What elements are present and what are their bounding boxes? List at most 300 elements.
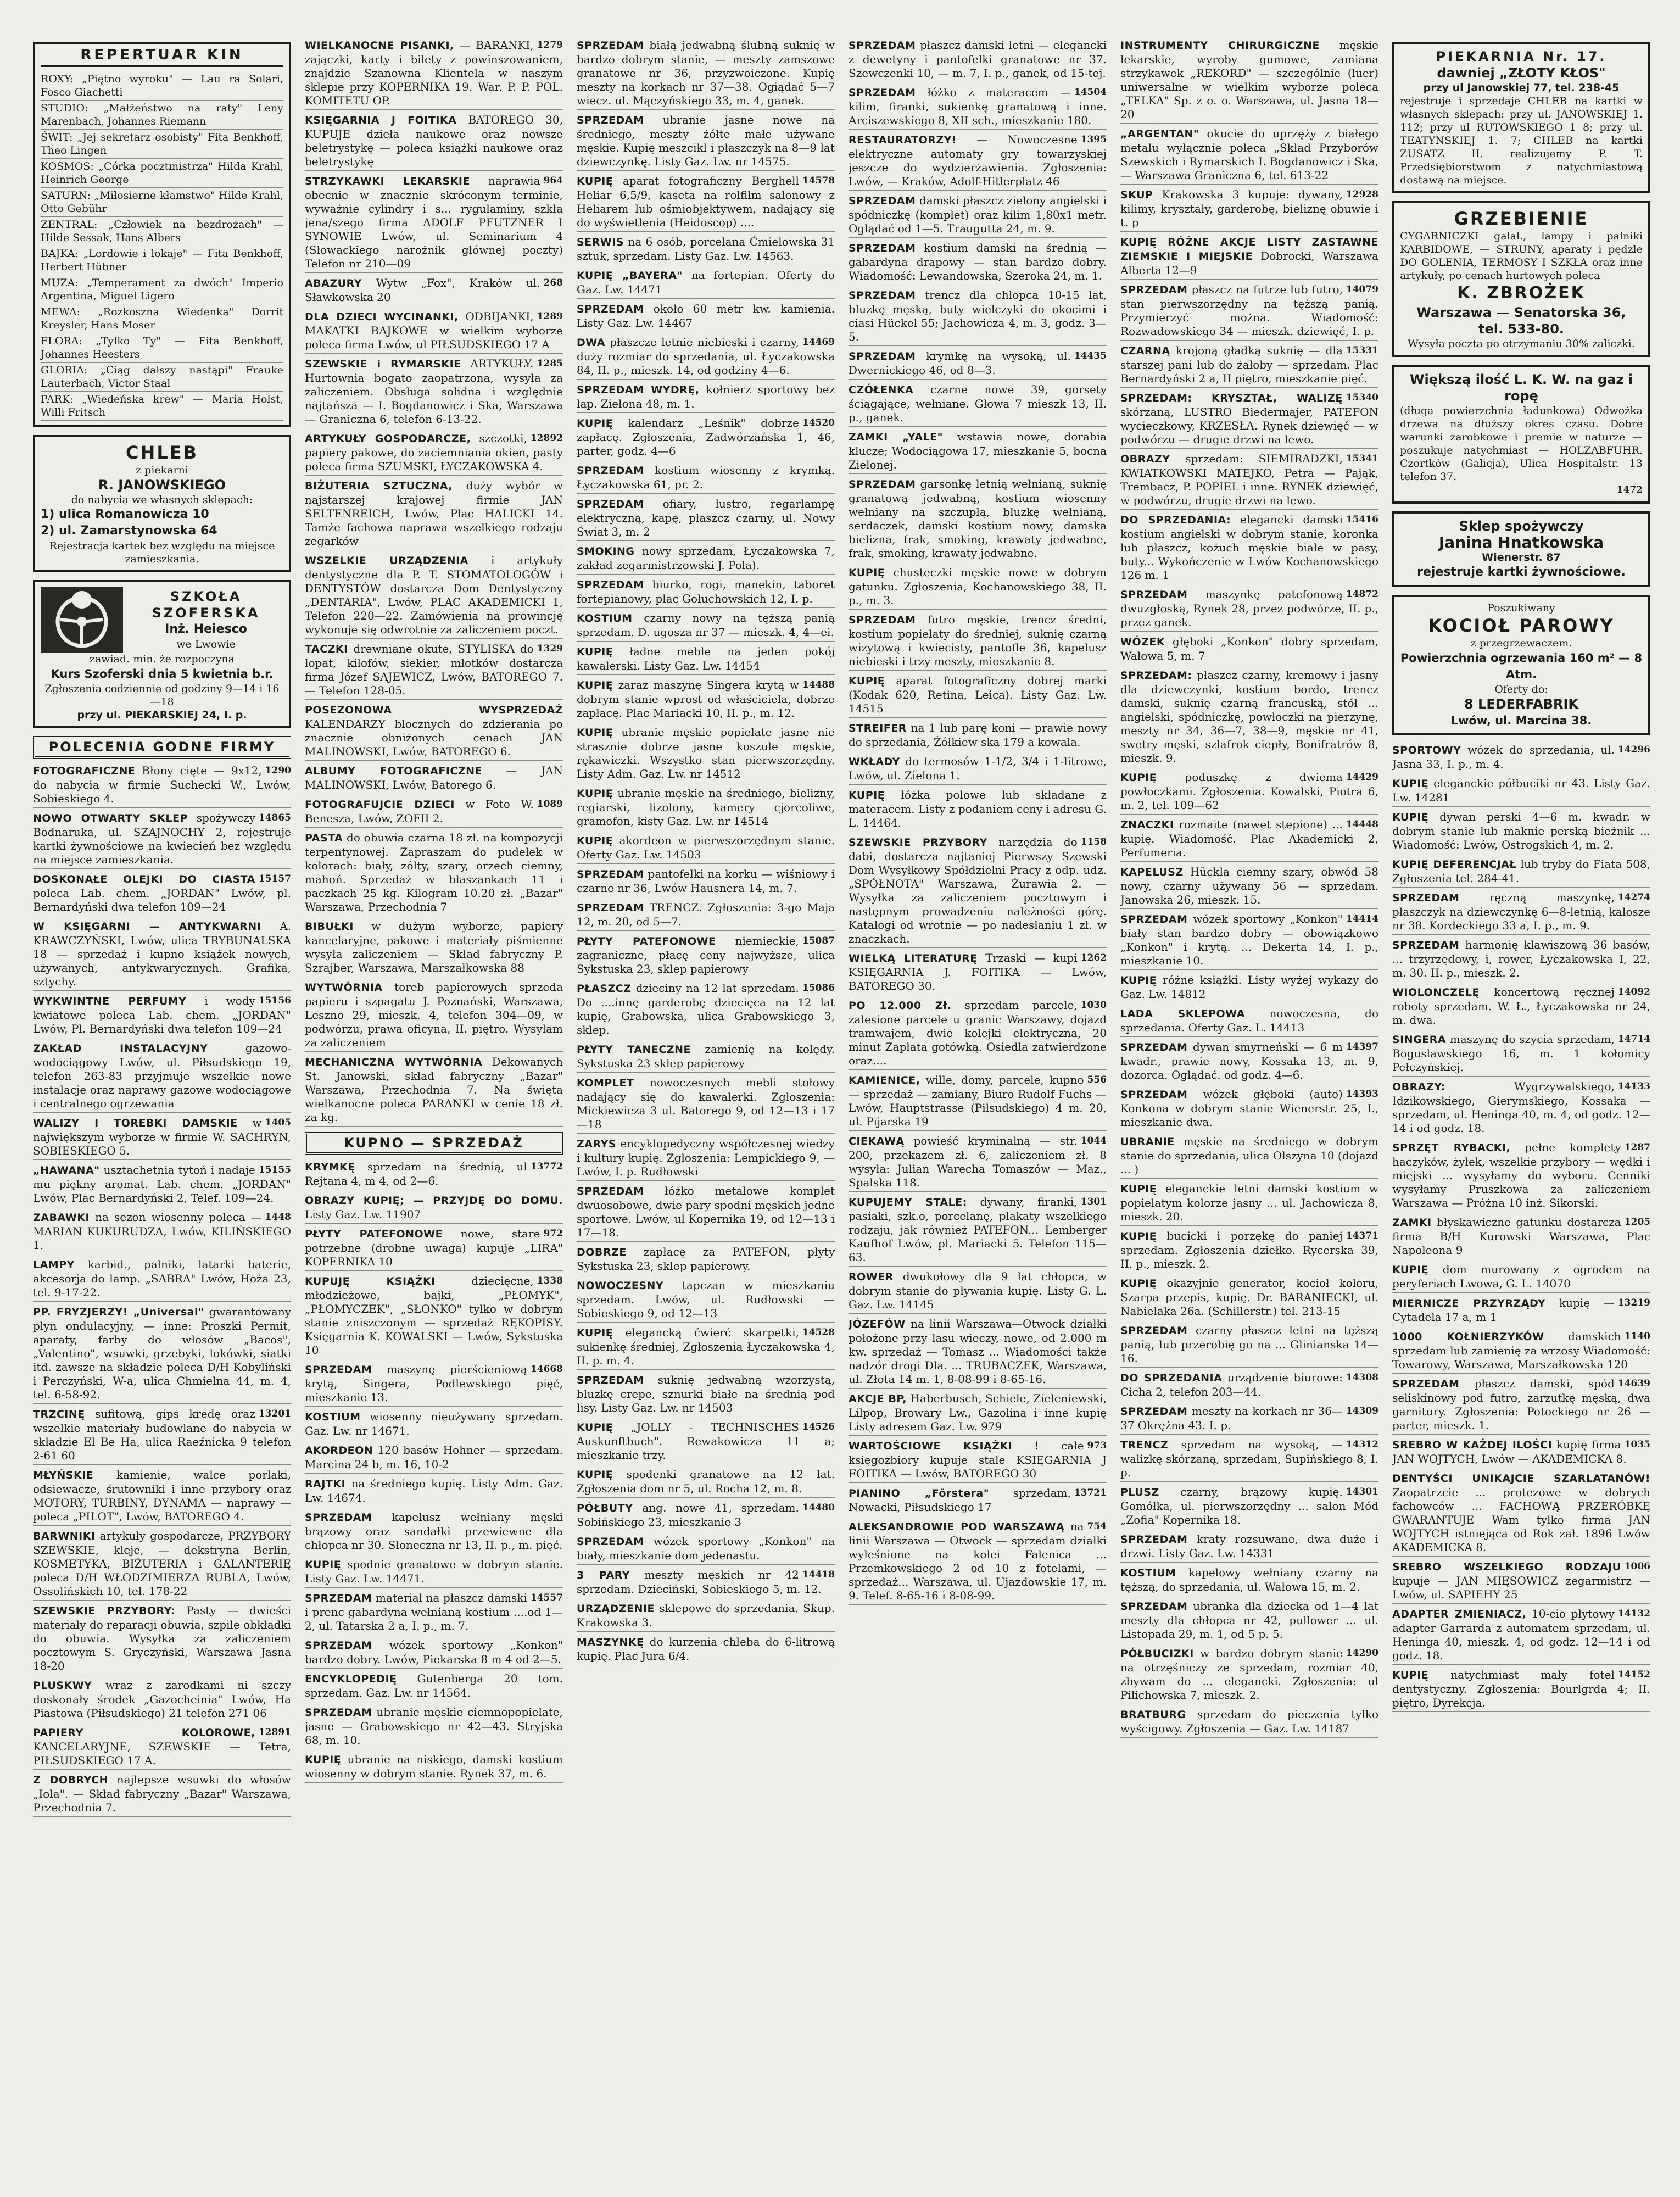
ad-lead: SPRZEDAM [577, 902, 644, 914]
classified-ad [1120, 1276, 1378, 1320]
classified-ad [33, 872, 291, 916]
ad-text: do obuwia czarna 18 zł. na kompozycji terpentynowej. Zapraszam do pudełek w kolorach: biały, zółty, szary, orzech ciemny, mahoń. Sprzedaż w blaszankach 11 i paczkach 25 kg. Kilogram 10.20 zł. „Bazar" Warszawa, Przechodnia 7 [305, 831, 563, 913]
classified-ad [305, 642, 563, 700]
ad-lead: MIERNICZE PRZYRZĄDY [1392, 1297, 1546, 1309]
ad-text: ang. nowe 41, sprzedam. Sobińskiego 23, mieszkanie 3 [577, 1501, 799, 1529]
classified-ad [1120, 635, 1378, 665]
ad-number: 13772 [530, 1161, 563, 1172]
ad-lead: KUPIĘ [1120, 1230, 1157, 1242]
ad-lead: OBRAZY [1120, 453, 1170, 465]
classified-ad [1120, 588, 1378, 632]
classified-ad [1120, 1599, 1378, 1643]
ad-number: 14557 [530, 1592, 563, 1603]
ad-text: Hückla ciemny szary, obwód 58 nowy, czarny używany 56 — sprzedam. Janowska 26, mieszk. 15. [1120, 865, 1378, 906]
ad-number: 14092 [1617, 986, 1650, 997]
classified-ad [33, 1163, 291, 1207]
ad-lead: WÓZEK [1120, 636, 1165, 648]
ad-text: naprawia obecnie w znacznie skróconym terminie, wyważnie cylindry i s... rygulaminy, szkła jena/szego firma ADOLF PFUTZNER I SYNOWIE Lwów, ul. Seminarium 4 (Słowackiego narożnik głównej poczty) Telefon nr 210—09 [305, 174, 563, 270]
ad-lead: CZÓŁENKA [849, 384, 914, 396]
classified-ad [33, 1726, 291, 1770]
ad-number: 12891 [258, 1727, 291, 1738]
classified-ad [33, 1679, 291, 1722]
classified-ad [305, 764, 563, 794]
classified-ad [577, 416, 835, 460]
ad-text: biurko, rogi, manekin, taboret fortepianowy, plac Gołuchowskich 12, I. p. [577, 578, 835, 605]
classified-ad [1392, 1377, 1650, 1435]
ad-number: 15155 [258, 1164, 291, 1175]
ad-number: 1279 [537, 40, 563, 51]
ad-lead: SPRZEDAM [849, 478, 916, 490]
classified-ad [577, 1326, 835, 1370]
classified-ad [305, 113, 563, 171]
ad-lead: URZĄDZENIE [577, 1603, 655, 1615]
ad-lead: SPRZĘT RYBACKI, [1392, 1142, 1511, 1154]
repertuar-entry: BAJKA: „Lordowie i lokaje" — Fita Benkhoff, Herbert Hübner [41, 246, 283, 275]
ad-text: ubranie męskie ciemnopopielate, jasne — Grabowskiego nr 42—43. Stryjska 68, m. 10. [305, 1705, 563, 1747]
ad-lead: WARTOŚCIOWE KSIĄŻKI [849, 1440, 1013, 1452]
classified-ad [577, 497, 835, 541]
ad-text: suknię jedwabną wzorzystą, bluzkę crepe, sznurki białe na średnią pod lisy. Listy Gaz. Lw. nr 14503 [577, 1373, 835, 1414]
ad-text: Wytw „Fox", Kraków ul. Sławkowska 20 [305, 276, 540, 304]
ad-text: okazyjnie generator, kocioł koloru, Szarpa przepis, kupię. Dr. BARANIECKI, ul. Nabielaka 26a. (Schillerstr.) tel. 213-15 [1120, 1276, 1378, 1318]
ad-number: 14397 [1346, 1041, 1378, 1052]
ad-text: kołnierz sportowy bez łap. Zielona 48, m. 1. [577, 383, 835, 410]
ad-lead: KUPIĘ [577, 417, 613, 430]
ad-lead: KUPIĘ [577, 1327, 613, 1339]
ad-number: 14480 [802, 1502, 835, 1513]
grzebienie-title: GRZEBIENIE [1454, 208, 1589, 229]
ad-lead: SPRZEDAM [305, 1512, 372, 1524]
classified-ad [305, 38, 563, 110]
ad-text: usztachetnia tytoń i nadaje mu piękny aromat. Lab. chem. „JORDAN" Lwów, Plac Bernardyński 2, Telef. 109—24. [33, 1163, 291, 1205]
ad-number: 15340 [1346, 392, 1378, 403]
ad-text: nowoczesna, do sprzedania. Oferty Gaz. L. 14413 [1120, 1007, 1378, 1034]
ad-lead: SPORTOWY [1392, 744, 1461, 756]
ad-text: meszty na korkach nr 36—37 Okrężna 43. I. p. [1120, 1404, 1343, 1432]
ad-lead: KUPIĘ [305, 1754, 342, 1766]
ad-text: czarny, brązowy kupię. Gomółka, ul. pierwszorzędny ... salon Mód „Zofia" Kopernika 18. [1120, 1485, 1378, 1526]
ad-lead: SPRZEDAM [1120, 1601, 1188, 1613]
ad-text: eleganckie półbuciki nr 43. Listy Gaz. Lw. 14281 [1392, 777, 1650, 804]
ad-text: natychmiast mały fotel dentystyczny. Zgłoszenia: Bourlgrda 4; II. piętro, Dyrekcja. [1392, 1668, 1650, 1709]
col2-kupno [305, 1160, 563, 1783]
classified-ad [1120, 513, 1378, 584]
classified-ad [1120, 127, 1378, 185]
ad-text: futro męskie, trencz średni, kostium popielaty do średniej, suknię czarną wizytową i kwiecisty, pantofle 36, kapelusz niebieski i trzy meszty, mieszkanie 8. [849, 613, 1107, 668]
ad-text: dywany, firanki, pasiaki, szk.o, porcelanę, plakaty wszelkiego rodzaju, jak również PATEFON... Lemberger Kaufhof Lwów, pl. Mariacki 5. Telefon 115—63. [849, 1195, 1107, 1264]
piekarnia-title: PIEKARNIA Nr. 17. [1436, 49, 1607, 64]
classified-ad [1392, 743, 1650, 773]
ad-text: lub tryby do Fiata 508, Zgłoszenia tel. 284-41. [1392, 857, 1650, 885]
ad-text: spodenki granatowe na 12 lat. Zgłoszenia dom nr 5, ul. Rocha 12, m. 8. [577, 1468, 835, 1495]
ad-text: wózek sportowy „Konkon" na biały, mieszkanie dom jedenastu. [577, 1535, 835, 1562]
ad-text: w największym wyborze w firmie W. SACHRYN, SOBIESKIEGO 5. [33, 1116, 291, 1157]
ad-lead: PÓŁBUTY [577, 1502, 633, 1514]
ad-text: szczotki, papiery pakowe, do zaciemniania okien, pasty poleca firma SZUMSKI, ŁYCZAKOWSKA 4. [305, 432, 563, 473]
ad-text: na średniego kupię. Listy Adm. Gaz. Lw. 14674. [305, 1477, 563, 1504]
ad-text: płaszcze letnie niebieski i czarny, duży rozmiar do sprzedania, ul. Łyczakowska 84, II. p., mieszk. 14, od godziny 4—6. [577, 336, 835, 377]
ad-text: dywan smyrneński — 6 m kwadr., prawie nowy, Kossaka 13, m. 9, dozorca. Oglądać. od godz. 4—6. [1120, 1040, 1378, 1081]
ad-text: — Nowoczesne elektryczne automaty gry towarzyskiej jeszcze do wydzierżawienia. Zgłoszenia: Lwów, — Kraków, Adolf-Hitlerplatz 46 [849, 133, 1107, 188]
ad-lead: KOMPLET [577, 1077, 634, 1089]
ad-lead: SREBRO W KAŻDEJ ILOŚCI [1392, 1439, 1553, 1451]
gaz-box [1392, 365, 1650, 504]
ad-text: i wody kwiatowe poleca Lab. chem. „JORDAN" Lwów, Pl. Bernardyński dwa telefon 109—24 [33, 994, 291, 1035]
ad-text: KALENDARZY blocznych do zdzierania po znacznie obniżonych cenach JAN MALINOWSKI, Lwów, BATOREGO 6. [305, 717, 563, 758]
ad-lead: CIEKAWĄ [849, 1135, 905, 1147]
ad-lead: SPRZEDAM [577, 1536, 644, 1548]
ad-lead: DOSKONAŁE OLEJKI DO CIASTA [33, 873, 255, 885]
col4-ads [849, 38, 1107, 1605]
ad-text: błyskawiczne gatunku dostarcza firma B/H Kurowski Warszawa, Plac Napoleona 9 [1392, 1215, 1650, 1257]
ad-text: ręczną maszynkę, płaszczyk na dziewczynkę 6—8-letnią, kalosze nr 38. Kordeckiego 33 a, I. p., m. 9. [1392, 891, 1650, 932]
ad-lead: KUPIĘ [1120, 974, 1157, 986]
polecenia-heading: POLECENIA GODNE FIRMY [33, 736, 291, 759]
szkola-line4: przy ul. PIEKARSKIEJ 24, I. p. [77, 709, 247, 721]
ad-number: 13721 [1074, 1487, 1107, 1498]
ad-text: Gutenberga 20 tom. sprzedam. Gaz. Lw. nr 14564. [305, 1672, 563, 1699]
ad-text: elegancką ćwierć skarpetki, sukienkę średniej, Zgłoszenia Łyczakowska 4, II. p. m. 4. [577, 1326, 835, 1367]
ad-lead: SPRZEDAM [305, 1364, 372, 1376]
ad-lead: ROWER [849, 1271, 894, 1283]
ad-lead: KUPIĘ [305, 1559, 342, 1571]
classified-ad [1120, 1485, 1378, 1529]
grzebienie-line2: Wysyła poczta po otrzymaniu 30% zaliczki. [1408, 338, 1635, 350]
ad-lead: SKUP [1120, 189, 1153, 201]
classified-ad [849, 1486, 1107, 1516]
classified-ad [33, 1468, 291, 1526]
ad-lead: INSTRUMENTY CHIRURGICZNE [1120, 40, 1320, 52]
ad-number: 556 [1087, 1074, 1107, 1085]
repertuar-entry: ROXY: „Piętno wyroku" — Lau ra Solari, Fosco Giachetti [41, 71, 283, 101]
ad-number: 14290 [1346, 1648, 1378, 1659]
ad-number: 13201 [258, 1408, 291, 1419]
kociol-title: Poszukiwany [1487, 602, 1555, 614]
classified-ad [33, 1529, 291, 1601]
ad-text: zamienię na kolędy. Sykstuska 23 sklep papierowy [577, 1042, 835, 1070]
ad-text: ubranka dla dziecka od 1—4 lat meszty dla chłopca nr 42, pullower ... ul. Listopada 29, m. 1, od 5 p. 5. [1120, 1599, 1378, 1641]
classified-ad [577, 383, 835, 413]
szkola-title: SZKOŁA SZOFERSKA [152, 589, 260, 621]
ad-text: sprzedam parcele, zalesione parcele u granic Warszawy, dojazd tramwajem, dwie kolejki elektryczna, 20 minut Zapłata gotówką. Osiedla zatwierdzone oraz.... [849, 999, 1107, 1067]
ad-text: dwukołowy dla 9 lat chłopca, w dobrym stanie do pływania kupię. Listy G. L. Gaz. Lw. 14145 [849, 1270, 1107, 1311]
ad-lead: NOWOCZESNY [577, 1280, 664, 1292]
ad-lead: SPRZEDAM: [1120, 670, 1192, 682]
classified-ad [1120, 344, 1378, 388]
ad-lead: SPRZEDAM [577, 498, 644, 510]
ad-text: wraz z zarodkami ni szczy doskonały środek „Gazocheinia" Lwów, Ha Piastowa (Piłsudskiego) 21 telefon 271 06 [33, 1679, 291, 1720]
ad-lead: DWA [577, 337, 606, 349]
classified-ad [577, 726, 835, 783]
classified-ad [849, 288, 1107, 346]
classified-ad [577, 336, 835, 380]
ad-number: 1448 [265, 1212, 291, 1223]
ad-number: 1205 [1624, 1217, 1650, 1228]
classified-ad [1392, 777, 1650, 807]
classified-ad [849, 613, 1107, 671]
ad-lead: MECHANICZNA WYTWÓRNIA [305, 1056, 483, 1068]
ad-lead: SPRZEDAM [577, 40, 644, 52]
ad-text: na 1 lub parę koni — prawie nowy do sprzedania, Żółkiew ska 179 a kowala. [849, 721, 1107, 749]
ad-lead: SPRZEDAM [1392, 892, 1460, 904]
ad-number: 14371 [1346, 1230, 1378, 1241]
classified-ad [33, 1407, 291, 1465]
classified-ad [305, 798, 563, 828]
classified-ad [1120, 1182, 1378, 1226]
classified-ad [849, 194, 1107, 238]
ad-text: nowy sprzedam, Łyczakowska 7, zakład zegarmistrzowski J. Pola). [577, 544, 835, 572]
repertuar-entry: FLORA: „Tylko Ty" — Fita Benkhoff, Johannes Heesters [41, 333, 283, 363]
classified-ad [305, 1227, 563, 1271]
grzebienie-name: K. ZBROŻEK [1457, 283, 1586, 303]
repertuar-entry: SATURN: „Miłosierne kłamstwo" Hilde Krahl, Otto Gebühr [41, 188, 283, 217]
ad-text: poleca Lab. chem. „JORDAN" Lwów, pl. Bernardyński dwa telefon 109—24 [33, 886, 291, 913]
ad-number: 14526 [802, 1421, 835, 1432]
ad-lead: JÓZEFÓW [849, 1318, 906, 1330]
ad-text: sklepowe do sprzedania. Skup. Krakowska 3. [577, 1602, 835, 1629]
piekarnia-line1: dawniej „ZŁOTY KŁOS" [1437, 65, 1606, 81]
classified-ad [305, 1274, 563, 1359]
ad-text: kupię — Cytadela 17 a, m 1 [1392, 1296, 1615, 1324]
ad-lead: SPRZEDAM [1392, 1378, 1460, 1390]
classified-ad [1120, 235, 1378, 280]
ad-text: — JAN MALINOWSKI, Lwów, Batorego 6. [305, 764, 563, 791]
ad-number: 14714 [1617, 1034, 1650, 1045]
kociol-line2: Powierzchnia ogrzewania 160 m² — 8 Atm. [1400, 651, 1643, 681]
ad-number: 973 [1087, 1440, 1107, 1451]
ad-text: spożywczy Bodnaruka, ul. SZAJNOCHY 2, rejestruje kartki żywnościowe na kwiecień bez względu na miejsce zamieszkania. [33, 811, 291, 866]
classified-ad [577, 1137, 835, 1181]
classified-ad [1120, 973, 1378, 1003]
ad-text: skórzaną, LUSTRO Biedermajer, PATEFON wycieczkowy, KRZESŁA. Rynek dziewięć — w podwórzu — drugie drzwi na lewo. [1120, 405, 1378, 446]
classified-ad [577, 1535, 835, 1565]
classified-ad [577, 645, 835, 675]
classified-ad [577, 611, 835, 642]
ad-number: 1338 [537, 1275, 563, 1286]
ad-text: ubranie męskie popielate jasne nie strasznie dobrze jasne koszule męskie, rękawiczki. Wszystko stan pierwszorzędny. Listy Adm. Gaz. Lw. nr 14512 [577, 726, 835, 780]
classified-ad [1120, 452, 1378, 510]
ad-lead: ALEKSANDROWIE POD WARSZAWĄ [849, 1521, 1065, 1533]
ad-lead: SPRZEDAM [1120, 1089, 1188, 1101]
ad-lead: AKORDEON [305, 1445, 373, 1457]
classified-ad [33, 1116, 291, 1160]
ad-text: płaszcz czarny, kremowy i jasny dla dziewczynki, kostium bordo, trencz damski, suknię czarną francuską, stół ... angielski, spódniczkę, powłoczki na pierzynę, meszty nr 34, 36—7, 38—9, męskie nr 41, swetry męski, szlafrok ciepły, Bonifratrów 8, mieszk. 9. [1120, 668, 1378, 765]
ad-lead: TACZKI [305, 643, 348, 655]
repertuar-entry: STUDIO: „Małżeństwo na raty" Leny Marenbach, Johannes Riemann [41, 101, 283, 130]
ad-lead: KRYMKĘ [305, 1161, 355, 1173]
ad-text: kamienie, walce porlaki, odsiewacze, śrutowniki i inne przybory oraz MOTORY, TURBINY, DYNAMA — naprawy — poleca „PILOT", Lwów, BATOREGO 4. [33, 1468, 291, 1523]
ad-text: wózek głęboki (auto) Konkona w dobrym stanie Wienerstr. 25, I., mieszkanie dwa. [1120, 1088, 1378, 1129]
ad-lead: KUPIĘ [577, 727, 613, 739]
piekarnia-line3: rejestruje i sprzedaje CHLEB na kartki w własnych sklepach: przy ul. JANOWSKIEJ 1. 112; przy ul RUTOWSKIEGO 1 8; przy ul. TEATYNSKIEJ 1. 7; CHLEB na kartki ZUSATZ II. realizujemy P. T. Przedsiębiorstwom z natychmiastową dostawą na miejsce. [1400, 95, 1643, 186]
classified-ad [849, 38, 1107, 82]
ad-text: sprzedam na wysoką, — walizkę skórzaną, sprzedam, Supińskiego 8, I. p. [1120, 1438, 1378, 1479]
ad-number: 14309 [1346, 1406, 1378, 1417]
classified-ad [305, 1410, 563, 1440]
ad-text: zaraz maszynę Singera krytą w dobrym stanie wprost od właściciela, dobrze zapłacę. Plac Mariacki 10, II. p., m. 12. [577, 678, 835, 720]
classified-ad [577, 464, 835, 494]
ad-text: narzędzia do dabi, dostarcza najtaniej Pierwszy Szewski Dom Wysyłkowy Spółdzielni Pracy z odp. udz. „SPÓŁNOTA" Warszawa, Żurawia 2. — Wysyłka za zaliczeniem pocztowym i następnym prowadzeniu należności górę. Katalogi od wrotnie — po nadesłaniu 1 zł. w znaczkach. [849, 835, 1107, 945]
ad-number: 1030 [1080, 1000, 1107, 1011]
sklep-title: Sklep spożywczy [1459, 518, 1584, 534]
classified-ad [577, 1501, 835, 1531]
ad-text: pełne komplety haczyków, żyłek, wszelkie przybory — wędki i miejski ... wysyłamy do wyboru. Cenniki wysyłamy Pruszkowa za zaliczeniem Warszawa — Próżna 10 inż. Sikorski. [1392, 1141, 1650, 1209]
ad-number: 1329 [537, 643, 563, 654]
ad-lead: SPRZEDAM [577, 1185, 644, 1197]
ad-lead: SPRZEDAM [577, 303, 644, 315]
ad-number: 1287 [1624, 1142, 1650, 1153]
ad-number: 14578 [802, 175, 835, 186]
ad-text: sprzedam na średnią, ul Rejtana 4, m 4, od 2—6. [305, 1160, 527, 1187]
ad-text: drewniane okute, STYLISKA do łopat, kilofów, siekier, młotków dostarcza firma Józef SAJEWICZ, Lwów, BATOREGO 7. — Telefon 128-05. [305, 642, 563, 697]
ad-text: kostium damski na średnią — gabardyna drapowy — stan bardzo dobry. Wiadomość: Lewandowska, Szeroka 24, m. 1. [849, 241, 1107, 282]
classified-ad [1120, 1229, 1378, 1273]
ad-text: płaszcz damski, spód seliskinowy pod futro, zarzutkę męską, dwa garnitury. Zgłoszenia: Potockiego nr 26 — parter, mieszk. 1. [1392, 1377, 1650, 1432]
ad-text: do kurzenia chleba do 6-litrową kupię. Plac Jura 6/4. [577, 1635, 835, 1663]
ad-lead: SPRZEDAM [849, 87, 916, 99]
ad-text: i artykuły dentystyczne dla P. T. STOMATOLOGÓW i DENTYSTÓW dostarcza Dom Dentystyczny „DENTARIA", Lwów, PLAC AKADEMICKI 1, Telefon 220—22. Zamówienia na prowincję wykonuje się odwrotnie za zaliczeniem poczt. [305, 554, 563, 636]
classified-ad [1392, 938, 1650, 982]
ad-number: 15086 [802, 983, 835, 994]
ad-text: ! całe księgozbiory kupuje stale KSIĘGARNIA J FOITIKA — Lwów, BATOREGO 30 [849, 1439, 1107, 1480]
col2-ads [305, 38, 563, 1127]
ad-number: 1158 [1080, 837, 1107, 847]
ad-text: dziecięcne, młodzieżowe, bajki, „PŁOMYK", „PŁOMYCZEK", „SŁONKO" tylko w dobrym stanie zniszczonym — sprzedaż RĘKOPISY. Księgarnia K. KOWALSKI — Lwów, Sykstuska 10 [305, 1274, 563, 1357]
ad-lead: SPRZEDAM [577, 579, 644, 591]
classified-ad [849, 788, 1107, 832]
ad-number: 14393 [1346, 1089, 1378, 1100]
ad-number: 14435 [1074, 350, 1107, 361]
classified-ad [849, 1195, 1107, 1267]
classified-ad [1120, 38, 1378, 124]
ad-lead: DLA DZIECI WYCINANKI, [305, 311, 459, 323]
classified-ad [577, 867, 835, 897]
ad-number: 1285 [537, 358, 563, 369]
classified-ad [577, 834, 835, 864]
classified-ad [577, 787, 835, 830]
ad-lead: BRATBURG [1120, 1709, 1186, 1721]
ad-text: — BARANKI, zajączki, karty i bilety z powinszowaniem, znajdzie Szanowna Klientela w naszym sklepie przy KOPERNIKA 19. War. P. P. POL. KOMITETU OP. [305, 38, 563, 107]
ad-text: Haberbusch, Schiele, Zieleniewski, Lilpop, Browary Lw., Gazolina i inne kupię Listy adresem Gaz. Lw. 979 [849, 1392, 1107, 1433]
ad-lead: SPRZEDAM [1120, 589, 1188, 601]
ad-text: kalendarz „Leśnik" dobrze zapłacę. Zgłoszenia, Zadwórzańska 1, 46, parter, godz. 4—6 [577, 416, 835, 458]
ad-lead: ZNACZKI [1120, 819, 1174, 831]
ad-lead: WIOLONCZELĘ [1392, 986, 1480, 999]
ad-lead: SPRZEDAM [849, 242, 916, 254]
ad-lead: WYKWINTNE PERFUMY [33, 995, 187, 1007]
ad-number: 1405 [265, 1117, 291, 1128]
ad-lead: ZAMKI „YALE" [849, 431, 944, 443]
ad-lead: KUPUJEMY STALE: [849, 1196, 967, 1208]
ad-lead: KOSTIUM [305, 1411, 361, 1423]
sklep-box [1392, 511, 1650, 587]
ad-number: 14296 [1617, 744, 1650, 755]
ad-text: aparat fotograficzny Berghell Heliar 6,5/9, kaseta na rolfilm salonowy z Heliarem lub ośmiobjektywem, nadający się do wyświetlenia (Heidoscop) .... [577, 174, 835, 229]
ad-number: 14528 [802, 1327, 835, 1338]
ad-lead: PP. FRYZJERZY! „Universal" [33, 1306, 204, 1318]
ad-lead: SPRZEDAM [305, 1592, 372, 1604]
ad-text: okucie do uprzęży z białego metalu wyłącznie poleca „Skład Przyborów Szewskich i Rymarskich I. Bogdanowicz i Ska, — Warszawa Graniczna 6, tel. 613-22 [1120, 127, 1378, 182]
classified-ad [577, 1568, 835, 1598]
ad-text: na sezon wiosenny poleca — MARIAN KUKURUDZA, Lwów, KILIŃSKIEGO 1. [33, 1211, 291, 1252]
ad-text: Błony cięte — 9x12, do nabycia w firmie Suchecki W., Lwów, Sobieskiego 4. [33, 764, 291, 805]
classified-ad [305, 1055, 563, 1127]
classified-ad [1392, 1668, 1650, 1712]
classified-ad [305, 310, 563, 354]
ad-lead: SMOKING [577, 545, 635, 557]
ad-text: płaszcz na futrze lub futro, stan pierwszorzędny na tęższą panią. Przymierzyć można. Wiadomość: Rozwadowskiego 34 — mieszk. dziewięć, I. p. [1120, 283, 1378, 338]
classified-ad [305, 1510, 563, 1554]
ad-lead: TRENCZ [1120, 1439, 1169, 1451]
col5-ads [1120, 38, 1378, 1738]
classified-ad [305, 1477, 563, 1507]
ad-text: Zaopatrzcie ... protezowe w dobrych fachowców ... FACHOWĄ PRZERÓBKĘ GWARANTUJE Wam tylko firma JAN WOJTYCH istniejąca od Rok zał. 1896 Lwów AKADEMICKA 8. [1392, 1486, 1650, 1554]
chleb-addr1: 1) ulica Romanowicza 10 [41, 508, 209, 521]
column-1 [33, 38, 291, 2170]
classified-ad [577, 678, 835, 722]
classified-ad [849, 1134, 1107, 1192]
repertuar-title: REPERTUAR KIN [41, 48, 283, 67]
ad-number: 12892 [530, 433, 563, 444]
ad-text: KANCELARYJNE, SZEWSKIE — Tetra, PIŁSUDSKIEGO 17 A. [33, 1740, 291, 1767]
ad-number: 754 [1087, 1521, 1107, 1532]
ad-text: maszynę pierścieniową krytą, Singera, Podlewskiego pięć, mieszkanie 13. [305, 1363, 563, 1404]
ad-text: Krakowska 3 kupuje: dywany, kilimy, kryształy, garderobę, bieliznę obuwie i t. p [1120, 188, 1378, 229]
column-4 [849, 38, 1107, 2170]
ad-number: 1262 [1080, 952, 1107, 963]
classified-ad [1392, 1560, 1650, 1604]
ad-lead: KOSTIUM [577, 612, 633, 624]
ad-text: białą jedwabną ślubną suknię w bardzo dobrym stanie, — meszty zamszowe granatowe nr 36, przyzwoiczone. Kupię meszty na korkach nr 37—38. Ogiądać 5—7 wiecz. ul. Mączyńskiego 33, m. 4, ganek. [577, 38, 835, 107]
column-3 [577, 38, 835, 2170]
ad-lead: KUPIĘ [849, 675, 885, 687]
ad-lead: KOSTIUM [1120, 1567, 1176, 1579]
classified-ad [33, 811, 291, 869]
szkola-line1: zawiad. min. że rozpoczyna [89, 653, 235, 665]
ad-number: 1035 [1624, 1439, 1650, 1450]
ad-number: 14133 [1617, 1081, 1650, 1092]
ad-text: męskie na średniego w dobrym stanie do sprzedania, ulica Olszyna 10 (dojazd ... ) [1120, 1135, 1378, 1176]
ad-lead: MASZYNKĘ [577, 1636, 644, 1648]
classified-ad [1120, 1438, 1378, 1482]
ad-lead: KUPIĘ [1392, 1264, 1429, 1276]
repertuar-entry: MEWA: „Rozkoszna Wiedenka" Dorrit Kreysler, Hans Moser [41, 304, 283, 333]
ad-lead: KUPIĘ [577, 1421, 613, 1434]
newspaper-page [33, 38, 1650, 2170]
ad-text: ubranie na niskiego, damski kostium wiosenny w dobrym stanie. Rynek 37, m. 6. [305, 1753, 563, 1780]
ad-text: do termosów 1-1/2, 3/4 i 1-litrowe, Lwów, ul. Zielona 1. [849, 755, 1107, 782]
classified-ad [849, 755, 1107, 785]
classified-ad [849, 951, 1107, 995]
ad-lead: WALIZY I TOREBKI DAMSKIE [33, 1117, 238, 1129]
ad-text: Listy Gaz. Lw. 11907 [305, 1208, 421, 1221]
classified-ad [577, 1420, 835, 1464]
classified-ad [577, 1076, 835, 1134]
ad-lead: FOTOGRAFICZNE [33, 765, 136, 777]
ad-number: 15341 [1346, 453, 1378, 464]
classified-ad [33, 764, 291, 808]
classified-ad [305, 554, 563, 639]
classified-ad [577, 578, 835, 608]
ad-text: ubranie męskie na średniego, bielizny, regiarski, lizolony, kamery cjorcoliwe, gramofon, kisty Gaz. Lw. nr 14514 [577, 787, 835, 828]
classified-ad [1392, 1033, 1650, 1077]
classified-ad [305, 980, 563, 1052]
classified-ad [1120, 912, 1378, 970]
ad-lead: WIELKANOCNE PISANKI, [305, 40, 454, 52]
classified-ad [849, 133, 1107, 191]
kociol-line1: z przegrzewaczem. [1470, 637, 1572, 649]
classified-ad [577, 1602, 835, 1632]
